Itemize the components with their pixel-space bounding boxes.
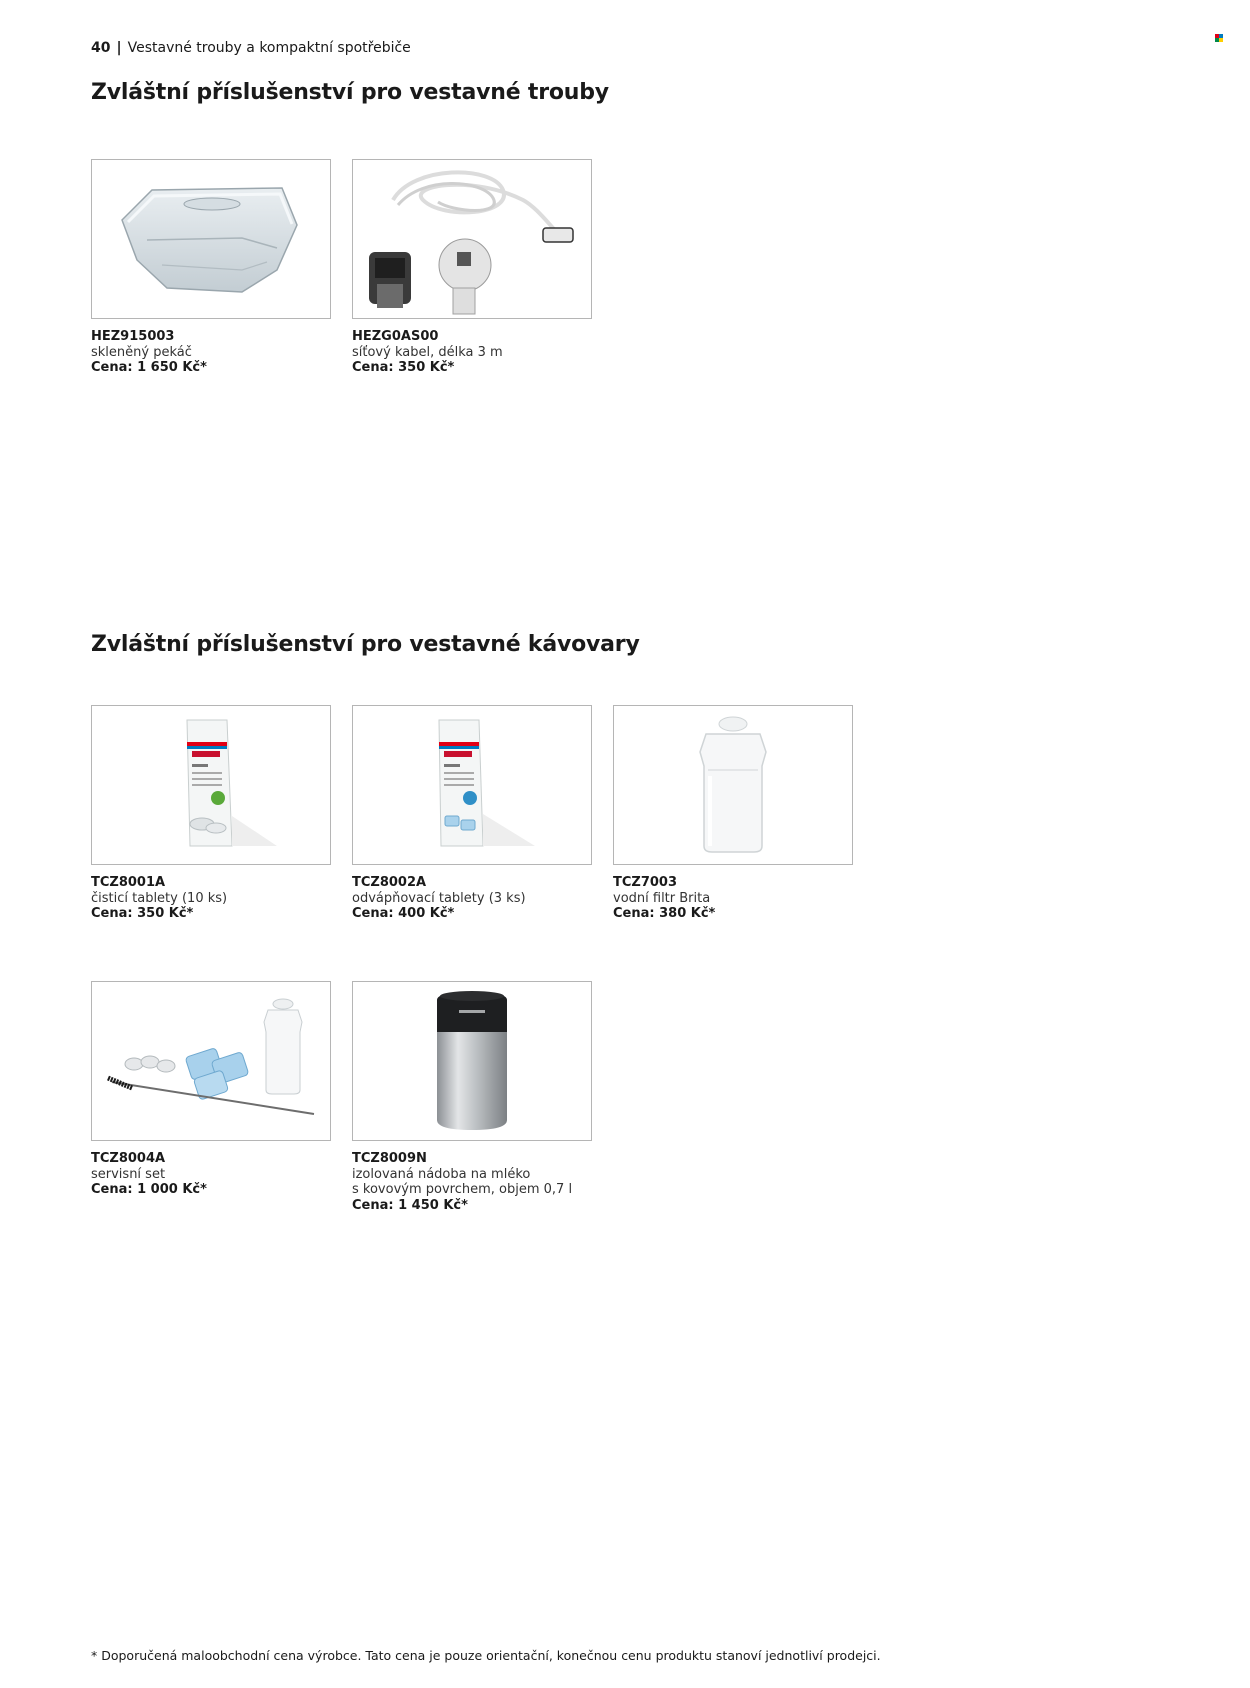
- page-header: [91, 40, 411, 56]
- glass-roaster-icon: [92, 160, 330, 318]
- product-price: Cena: 1 450 Kč*: [352, 1197, 468, 1213]
- milk-container-icon: [353, 982, 591, 1140]
- product-caption: [352, 1151, 592, 1213]
- product-card[interactable]: [91, 705, 331, 922]
- product-code: TCZ7003: [613, 875, 678, 890]
- service-set-icon: [92, 982, 330, 1140]
- product-image: [91, 705, 331, 865]
- page-number: 40: [91, 40, 111, 56]
- product-description: servisní set: [91, 1166, 166, 1182]
- product-price: Cena: 1 000 Kč*: [91, 1182, 207, 1197]
- product-card[interactable]: [352, 981, 592, 1213]
- product-card[interactable]: [352, 159, 592, 376]
- brand-mark-icon: [1215, 34, 1223, 42]
- product-price: Cena: 1 650 Kč*: [91, 360, 207, 375]
- descaling-tablets-icon: [353, 706, 591, 864]
- product-price: Cena: 350 Kč*: [352, 360, 455, 375]
- product-card[interactable]: [91, 981, 331, 1198]
- product-image: [91, 981, 331, 1141]
- footnote: * Doporučená maloobchodní cena výrobce. Tato cena je pouze orientační, konečnou cenu produktu stanoví jednotliví prodejci.: [91, 1648, 881, 1663]
- header-separator: |: [116, 40, 122, 56]
- product-description: odvápňovací tablety (3 ks): [352, 890, 526, 906]
- product-description: s kovovým povrchem, objem 0,7 l: [352, 1182, 573, 1197]
- product-image: [352, 705, 592, 865]
- product-description: čisticí tablety (10 ks): [91, 890, 228, 906]
- header-section: Vestavné trouby a kompaktní spotřebiče: [127, 40, 411, 56]
- product-caption: [352, 329, 592, 376]
- product-caption: [352, 875, 592, 922]
- product-price: Cena: 350 Kč*: [91, 906, 194, 921]
- product-description: skleněný pekáč: [91, 344, 192, 360]
- product-code: TCZ8001A: [91, 875, 166, 890]
- product-code: HEZ915003: [91, 329, 175, 344]
- product-description: síťový kabel, délka 3 m: [352, 344, 503, 360]
- product-caption: [613, 875, 853, 922]
- power-cable-icon: [353, 160, 591, 318]
- product-image: [352, 159, 592, 319]
- section-title-coffee: Zvláštní příslušenství pro vestavné kávovary: [91, 632, 640, 657]
- cleaning-tablets-icon: [92, 706, 330, 864]
- product-card[interactable]: [613, 705, 853, 922]
- product-code: HEZG0AS00: [352, 329, 439, 344]
- section-title-ovens: Zvláštní příslušenství pro vestavné trouby: [91, 80, 609, 105]
- water-filter-icon: [614, 706, 852, 864]
- product-price: Cena: 380 Kč*: [613, 906, 716, 921]
- product-image: [91, 159, 331, 319]
- product-card[interactable]: [352, 705, 592, 922]
- product-code: TCZ8009N: [352, 1151, 427, 1166]
- product-price: Cena: 400 Kč*: [352, 906, 455, 921]
- product-caption: [91, 1151, 331, 1198]
- product-caption: [91, 329, 331, 376]
- product-image: [613, 705, 853, 865]
- product-card[interactable]: [91, 159, 331, 376]
- product-image: [352, 981, 592, 1141]
- product-caption: [91, 875, 331, 922]
- product-description: vodní filtr Brita: [613, 890, 711, 906]
- product-code: TCZ8004A: [91, 1151, 166, 1166]
- product-code: TCZ8002A: [352, 875, 427, 890]
- product-description: izolovaná nádoba na mléko: [352, 1166, 531, 1182]
